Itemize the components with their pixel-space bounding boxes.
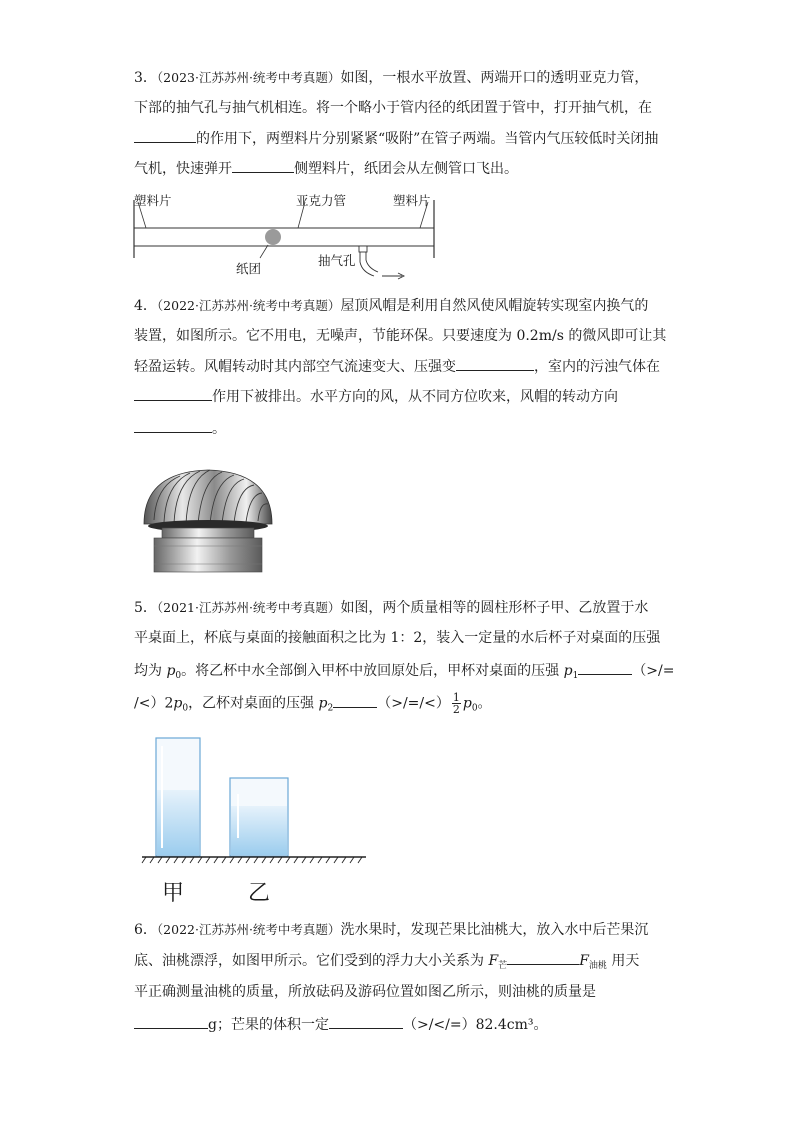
answer-blank[interactable] — [329, 1014, 403, 1029]
q4-line-1: 4．（2022·江苏苏州·统考中考真题）屋顶风帽是利用自然风使风帽旋转实现室内换气的 — [134, 298, 649, 314]
q3-number: 3． — [134, 70, 157, 86]
answer-blank[interactable] — [456, 356, 534, 371]
tube-label: 亚克力管 — [296, 193, 347, 208]
left-plastic-label: 塑料片 — [134, 193, 172, 208]
right-plastic-label: 塑料片 — [393, 193, 431, 208]
two-cups-diagram — [138, 734, 370, 870]
q6-source: （2022·江苏苏州·统考中考真题） — [156, 922, 341, 937]
q6-line-4: g；芒果的体积一定 （>/</=）82.4cm³。 — [134, 1014, 548, 1035]
q6-number: 6． — [134, 922, 157, 938]
fraction-one-half: $\frac{1}{2}$ — [452, 691, 460, 716]
q6-line-1: 6．（2022·江苏苏州·统考中考真题）洗水果时，发现芒果比油桃大，放入水中后芒果沉 — [134, 922, 649, 938]
q5-line-3: 均为 $p_0$。将乙杯中水全部倒入甲杯中放回原处后，甲杯对桌面的压强 $p_1$ （>/= — [134, 660, 675, 686]
q5-line-1: 5．（2021·江苏苏州·统考中考真题）如图，两个质量相等的圆柱形杯子甲、乙放置于水 — [134, 600, 649, 616]
q4-line-4: 作用下被排出。水平方向的风，从不同方位吹来，风帽的转动方向 — [134, 386, 618, 407]
q3-line-4: 气机，快速弹开 侧塑料片，纸团会从左侧管口飞出。 — [134, 158, 518, 179]
q5-source: （2021·江苏苏州·统考中考真题） — [156, 600, 341, 615]
answer-blank[interactable] — [134, 1014, 208, 1029]
answer-blank[interactable] — [333, 693, 377, 708]
q3-line-1: 3．（2023·江苏苏州·统考中考真题）如图，一根水平放置、两端开口的透明亚克力管， — [134, 70, 649, 86]
answer-blank[interactable] — [507, 950, 579, 965]
paper-ball-label: 纸团 — [236, 261, 262, 276]
q4-number: 4． — [134, 298, 157, 314]
q5-line-4: $/<)2p_0$，乙杯对桌面的压强 $p_2$ （>/=/<） $\frac{1}{2}$ $p_0$。 — [134, 691, 492, 716]
answer-blank[interactable] — [134, 128, 196, 143]
answer-blank[interactable] — [134, 386, 212, 401]
air-hole-label: 抽气孔 — [318, 253, 356, 268]
paper-ball-icon — [265, 229, 281, 245]
q4-line-2: 装置，如图所示。它不用电，无噪声，节能环保。只要速度为 0.2m/s 的微风即可让其 — [134, 328, 667, 344]
answer-blank[interactable] — [232, 158, 294, 173]
q4-line-3: 轻盈运转。风帽转动时其内部空气流速变大、压强变 ，室内的污浊气体在 — [134, 356, 660, 377]
cup-b-label: 乙 — [248, 881, 271, 906]
cup-a-label: 甲 — [162, 881, 185, 906]
q4-line-5: 。 — [134, 418, 226, 439]
q3-line-3: 的作用下，两塑料片分别紧紧“吸附”在管子两端。当管内气压较低时关闭抽 — [134, 128, 658, 149]
q5-line-2: 平桌面上，杯底与桌面的接触面积之比为 1：2，装入一定量的水后杯子对桌面的压强 — [134, 630, 661, 646]
q5-number: 5． — [134, 600, 157, 616]
roof-ventilator-image — [140, 466, 276, 578]
answer-blank[interactable] — [578, 660, 632, 675]
q6-line-2: 底、油桃漂浮，如图甲所示。它们受到的浮力大小关系为 $F_芒$ $F_{油桃}$ 用天 — [134, 950, 639, 976]
q6-line-3: 平正确测量油桃的质量，所放砝码及游码位置如图乙所示，则油桃的质量是 — [134, 984, 596, 1000]
q3-line-2: 下部的抽气孔与抽气机相连。将一个略小于管内径的纸团置于管中，打开抽气机，在 — [134, 100, 652, 116]
q3-source: （2023·江苏苏州·统考中考真题） — [156, 70, 341, 85]
q4-source: （2022·江苏苏州·统考中考真题） — [156, 298, 341, 313]
answer-blank[interactable] — [134, 418, 212, 433]
